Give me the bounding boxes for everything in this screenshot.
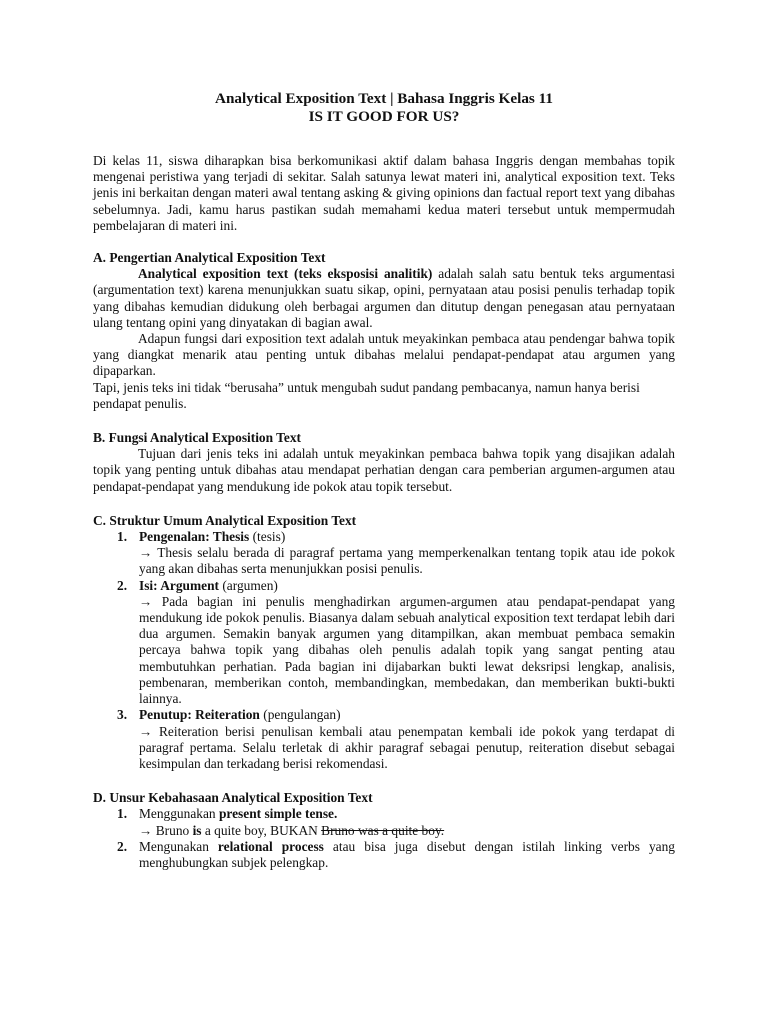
section-c-heading: C. Struktur Umum Analytical Exposition Text <box>93 512 357 528</box>
structure-item-reiteration <box>117 707 675 772</box>
intro-paragraph: Di kelas 11, siswa diharapkan bisa berkomunikasi aktif dalam bahasa Inggris dengan membahas topik mengenai peristiwa yang terjadi di sekitar. Salah satunya lewat materi ini, analytical exposition text. Teks jenis ini berkaitan dengan materi awal tentang asking & giving opinions dan factual report text yang dibahas sebelumnya. Jadi, kamu harus pastikan sudah memahami kedua materi tersebut untuk mempermudah pembelajaran di materi ini. <box>93 153 675 233</box>
structure-label-note: (pengulangan) <box>259 707 341 723</box>
relational-rest: atau bisa juga disebut dengan istilah linking verbs yang menghubungkan subjek pelengkap. <box>139 838 675 870</box>
section-b-paragraph: Tujuan dari jenis teks ini adalah untuk meyakinkan pembaca bahwa topik yang disajikan adalah topik yang penting untuk dibahas atau mendapat perhatian dengan cara pemberian argumen-argumen atau pendapat-pendapat yang mendukung ide pokok atau topik tersebut. <box>93 446 675 494</box>
section-d-heading: D. Unsur Kebahasaan Analytical Exposition Text <box>93 790 373 806</box>
section-a-definition: adalah salah satu bentuk teks argumentasi (argumentation text) karena menunjukkan suatu sikap, opini, pernyataan atau posisi penulis terhadap topik yang dibahas kemudian didukung oleh berbagai argumen dan ditutup dengan penegasan atau pernyataan ulang tentang opini yang dinyatakan di bagian awal. <box>93 266 676 330</box>
tense-example <box>139 823 675 839</box>
structure-description: → Thesis selalu berada di paragraf pertama yang memperkenalkan tentang topik atau ide pokok yang akan dibahas serta menunjukkan posisi penulis. <box>139 545 675 577</box>
title-line-2: IS IT GOOD FOR US? <box>308 108 460 125</box>
document-title <box>93 90 675 126</box>
relational-term: relational process <box>217 838 324 854</box>
example-incorrect: Bruno was a quite boy. <box>321 822 445 838</box>
structure-label-note: (argumen) <box>218 577 278 593</box>
title-line-1: Analytical Exposition Text | Bahasa Inggris Kelas 11 <box>215 90 553 107</box>
structure-label: Isi: Argument <box>139 577 219 593</box>
list-number: 1. <box>117 806 128 822</box>
section-b-heading: B. Fungsi Analytical Exposition Text <box>93 430 301 446</box>
document-content <box>93 90 675 871</box>
section-a-paragraph-3: Tapi, jenis teks ini tidak “berusaha” untuk mengubah sudut pandang pembacanya, namun hanya berisi pendapat penulis. <box>93 379 640 411</box>
tense-lead: Menggunakan <box>139 806 219 822</box>
structure-label: Pengenalan: Thesis <box>139 529 250 545</box>
structure-list <box>117 529 675 772</box>
structure-item-thesis <box>117 529 675 578</box>
list-number: 2. <box>117 577 128 593</box>
list-number: 1. <box>117 529 128 545</box>
language-features-list <box>117 806 675 871</box>
example-verb: is <box>192 822 202 838</box>
example-middle: a quite boy, BUKAN <box>201 822 322 838</box>
structure-item-argument <box>117 578 675 708</box>
structure-label-note: (tesis) <box>249 529 286 545</box>
structure-description: → Pada bagian ini penulis menghadirkan argumen-argumen atau pendapat-pendapat yang mendukung ide pokok penulis. Biasanya dalam sebuah analytical exposition text terdapat lebih dari dua argumen. Semakin banyak argumen yang ditampilkan, akan membuat pembaca semakin percaya bahwa topik yang dibahas oleh penulis adalah topik yang sangat penting atau membutuhkan perhatian. Pada bagian ini dijabarkan bukti lewat deksripsi lengkap, analisis, pembenaran, memberikan contoh, membandingkan, membedakan, dan memberikan bukti-bukti lainnya. <box>139 593 675 707</box>
structure-description: → Reiteration berisi penulisan kembali atau penempatan kembali ide pokok yang terdapat di paragraf pertama. Selalu terletak di akhir paragraf sebagai penutup, reiteration disebut sebagai kesimpulan dan terkadang berisi rekomendasi. <box>139 723 675 771</box>
section-a-heading: A. Pengertian Analytical Exposition Text <box>93 250 326 266</box>
language-item-relational <box>117 839 675 871</box>
tense-term: present simple tense. <box>218 806 338 822</box>
list-number: 3. <box>117 707 128 723</box>
relational-lead: Mengunakan <box>139 838 218 854</box>
language-item-tense <box>117 806 675 838</box>
example-prefix: → Bruno <box>139 822 193 838</box>
relational-description <box>139 839 675 871</box>
section-a-term: Analytical exposition text (teks eksposisi analitik) <box>138 266 433 282</box>
structure-label: Penutup: Reiteration <box>139 707 260 723</box>
section-a-paragraph-1 <box>93 266 675 331</box>
section-a-paragraph-2: Adapun fungsi dari exposition text adalah untuk meyakinkan pembaca atau pendengar bahwa topik yang diangkat menarik atau penting untuk dibahas melalui pendapat-pendapat atau argumen yang dipaparkan. <box>93 331 675 379</box>
list-number: 2. <box>117 838 128 854</box>
